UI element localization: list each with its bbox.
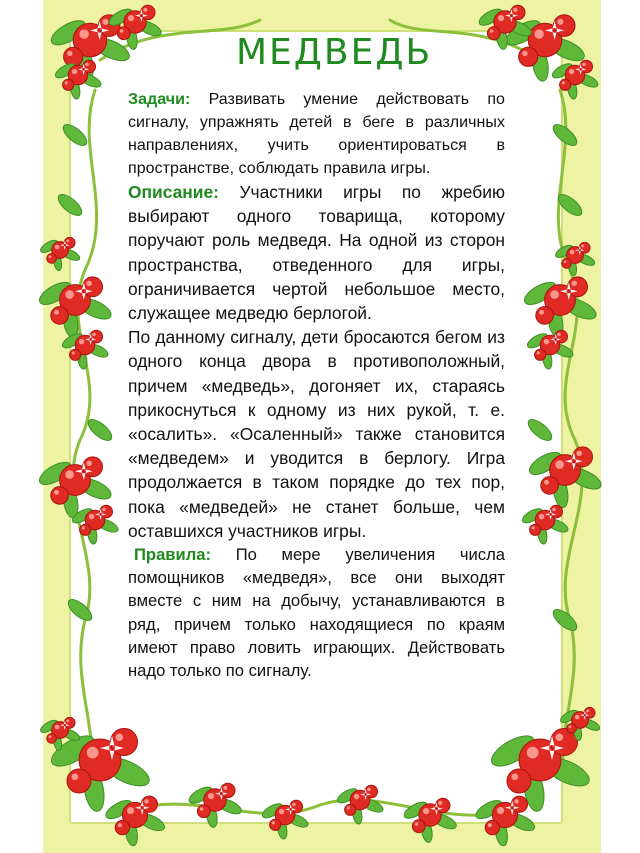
page-title: МЕДВЕДЬ — [236, 32, 433, 73]
berry-highlight — [72, 69, 77, 74]
berry-highlight — [86, 281, 92, 287]
berry-highlight — [86, 461, 92, 467]
berry-highlight — [67, 51, 72, 56]
berry-icon — [568, 277, 588, 297]
berry-highlight — [513, 8, 517, 12]
berry-highlight — [539, 310, 544, 315]
berry-highlight — [552, 508, 556, 512]
berry-icon — [579, 242, 590, 253]
berry-highlight — [200, 807, 204, 811]
berry-highlight — [54, 490, 59, 495]
berry-icon — [64, 237, 75, 248]
berry-icon — [541, 477, 559, 495]
berry-highlight — [367, 788, 371, 792]
berry-icon — [553, 15, 575, 37]
berry-icon — [511, 796, 527, 812]
berry-highlight — [49, 735, 52, 738]
berry-icon — [530, 524, 541, 535]
berry-highlight — [586, 709, 589, 712]
leaf-icon — [55, 191, 85, 219]
berry-highlight — [85, 63, 89, 67]
berry-icon — [83, 60, 96, 73]
berry-highlight — [498, 15, 504, 21]
rules-paragraph — [128, 543, 505, 682]
berry-highlight — [79, 339, 84, 344]
berry-highlight — [65, 470, 74, 479]
berry-highlight — [511, 773, 518, 780]
leaf-icon — [85, 416, 115, 444]
berry-highlight — [557, 19, 563, 25]
berry-highlight — [490, 29, 494, 33]
berry-highlight — [65, 290, 74, 299]
berry-icon — [584, 707, 595, 718]
description-continuation: По данному сигналу, дети бросаются бегом из одного конца двора в противоположный, причем «медведь», догоняет их, стараясь прикоснуться к одному из них рукой, т. е. «осалить». «Осаленный» также становится «медведем» и уводится в берлогу. Игра продолжается в таком порядке до тех пор, пока «медведей» не станет больше, чем оставшихся участников игры. — [128, 327, 505, 541]
berry-icon — [221, 783, 235, 797]
berry-highlight — [582, 63, 586, 67]
game-description — [128, 88, 505, 682]
berry-icon — [365, 785, 378, 798]
berry-highlight — [72, 351, 75, 354]
tasks-label: Задачи: — [128, 91, 191, 108]
berry-highlight — [497, 807, 504, 814]
berry-icon — [535, 349, 546, 360]
berry-highlight — [581, 244, 584, 247]
berry-icon — [436, 798, 450, 812]
description-text: Участники игры по жребию выбирают одного товарища, которому поручают роль медведя. На одной из сторон пространства, отведенного для игры, ограничивается чертой небольшое место, служащее медведю берлогой. — [128, 182, 505, 324]
berry-highlight — [115, 733, 123, 741]
berry-highlight — [208, 793, 214, 799]
berry-icon — [64, 717, 75, 728]
vine-icon — [558, 90, 582, 780]
berry-highlight — [555, 733, 563, 741]
berry-icon — [573, 447, 593, 467]
berry-highlight — [71, 773, 78, 780]
berry-highlight — [532, 526, 535, 529]
berry-highlight — [82, 526, 85, 529]
berry-highlight — [66, 719, 69, 722]
berry-highlight — [415, 822, 419, 826]
berry-icon — [412, 820, 425, 833]
berry-icon — [47, 254, 57, 264]
berry-highlight — [576, 451, 582, 457]
berry-highlight — [127, 807, 134, 814]
berry-highlight — [570, 250, 575, 255]
berry-highlight — [144, 799, 149, 804]
berry-highlight — [575, 715, 580, 720]
berry-icon — [567, 724, 577, 734]
berry-highlight — [514, 799, 519, 804]
leaf-icon — [525, 416, 555, 444]
berry-icon — [560, 79, 571, 90]
berry-highlight — [564, 260, 567, 263]
berry-highlight — [66, 239, 69, 242]
tasks-paragraph — [128, 88, 505, 180]
berry-icon — [117, 27, 130, 40]
berry-highlight — [92, 333, 96, 337]
tasks-text: Развивать умение действовать по сигналу, упражнять детей в беге в различных направлениях, учить ориентироваться в пространстве, соблюдать правила игры. — [128, 91, 505, 177]
berry-icon — [141, 5, 155, 19]
berry-icon — [51, 307, 69, 325]
berry-highlight — [539, 514, 544, 519]
berry-highlight — [128, 15, 134, 21]
berry-highlight — [272, 821, 275, 824]
berry-highlight — [537, 351, 540, 354]
berry-icon — [67, 769, 91, 793]
berry-highlight — [534, 29, 543, 38]
description-paragraph — [128, 180, 505, 325]
leaf-icon — [60, 121, 90, 149]
berry-icon — [80, 524, 91, 535]
berry-icon — [197, 805, 210, 818]
berry-highlight — [555, 460, 564, 469]
berry-highlight — [102, 19, 108, 25]
berry-icon — [83, 277, 103, 297]
berry-highlight — [55, 725, 60, 730]
berry-icon — [47, 734, 57, 744]
vine-icon — [130, 800, 520, 816]
berry-highlight — [544, 339, 549, 344]
berry-icon — [519, 47, 538, 66]
berry-icon — [507, 769, 531, 793]
berry-icon — [115, 820, 129, 834]
berry-icon — [511, 5, 525, 19]
berry-icon — [51, 487, 69, 505]
leaf-icon — [550, 606, 580, 634]
berry-icon — [270, 819, 281, 830]
berry-highlight — [347, 806, 350, 809]
berry-highlight — [89, 514, 94, 519]
berry-highlight — [54, 310, 59, 315]
berry-highlight — [527, 747, 539, 759]
berry-highlight — [143, 8, 147, 12]
berry-icon — [580, 60, 593, 73]
berry-highlight — [569, 69, 574, 74]
berry-icon — [562, 259, 572, 269]
berry-highlight — [544, 480, 549, 485]
berry-highlight — [223, 786, 227, 790]
berry-highlight — [571, 281, 577, 287]
berry-highlight — [562, 81, 565, 84]
berry-highlight — [488, 823, 492, 827]
berry-highlight — [354, 794, 359, 799]
berry-highlight — [120, 29, 124, 33]
berry-highlight — [522, 51, 527, 56]
berry-icon — [111, 729, 138, 756]
berry-highlight — [79, 29, 88, 38]
berry-highlight — [49, 255, 52, 258]
berry-icon — [83, 457, 103, 477]
berry-highlight — [292, 803, 296, 807]
berry-highlight — [557, 333, 561, 337]
berry-icon — [550, 505, 563, 518]
berry-icon — [487, 27, 500, 40]
berry-highlight — [55, 245, 60, 250]
berry-icon — [485, 820, 499, 834]
berry-icon — [536, 307, 554, 325]
berry-highlight — [65, 81, 68, 84]
berry-icon — [100, 505, 113, 518]
berry-icon — [555, 330, 568, 343]
berry-highlight — [423, 808, 429, 814]
berry-icon — [141, 796, 157, 812]
berry-highlight — [279, 809, 284, 814]
berry-icon — [345, 804, 356, 815]
rules-label: Правила: — [134, 545, 211, 565]
berry-highlight — [87, 747, 99, 759]
rules-text: По мере увеличения числа помощников «медведя», все они выходят вместе с ним на добычу, устанавливаются в ряд, причем только находящиеся по краям имеют право ловить играющих. Действовать надо только по сигналу. — [128, 545, 505, 681]
berry-icon — [70, 349, 81, 360]
berry-highlight — [569, 725, 572, 728]
berry-icon — [290, 800, 303, 813]
berry-icon — [90, 330, 103, 343]
berry-highlight — [102, 508, 106, 512]
description-label: Описание: — [128, 182, 219, 202]
vine-icon — [73, 90, 97, 780]
berry-highlight — [438, 801, 442, 805]
berry-highlight — [550, 290, 559, 299]
berry-highlight — [118, 823, 122, 827]
berry-icon — [63, 79, 74, 90]
